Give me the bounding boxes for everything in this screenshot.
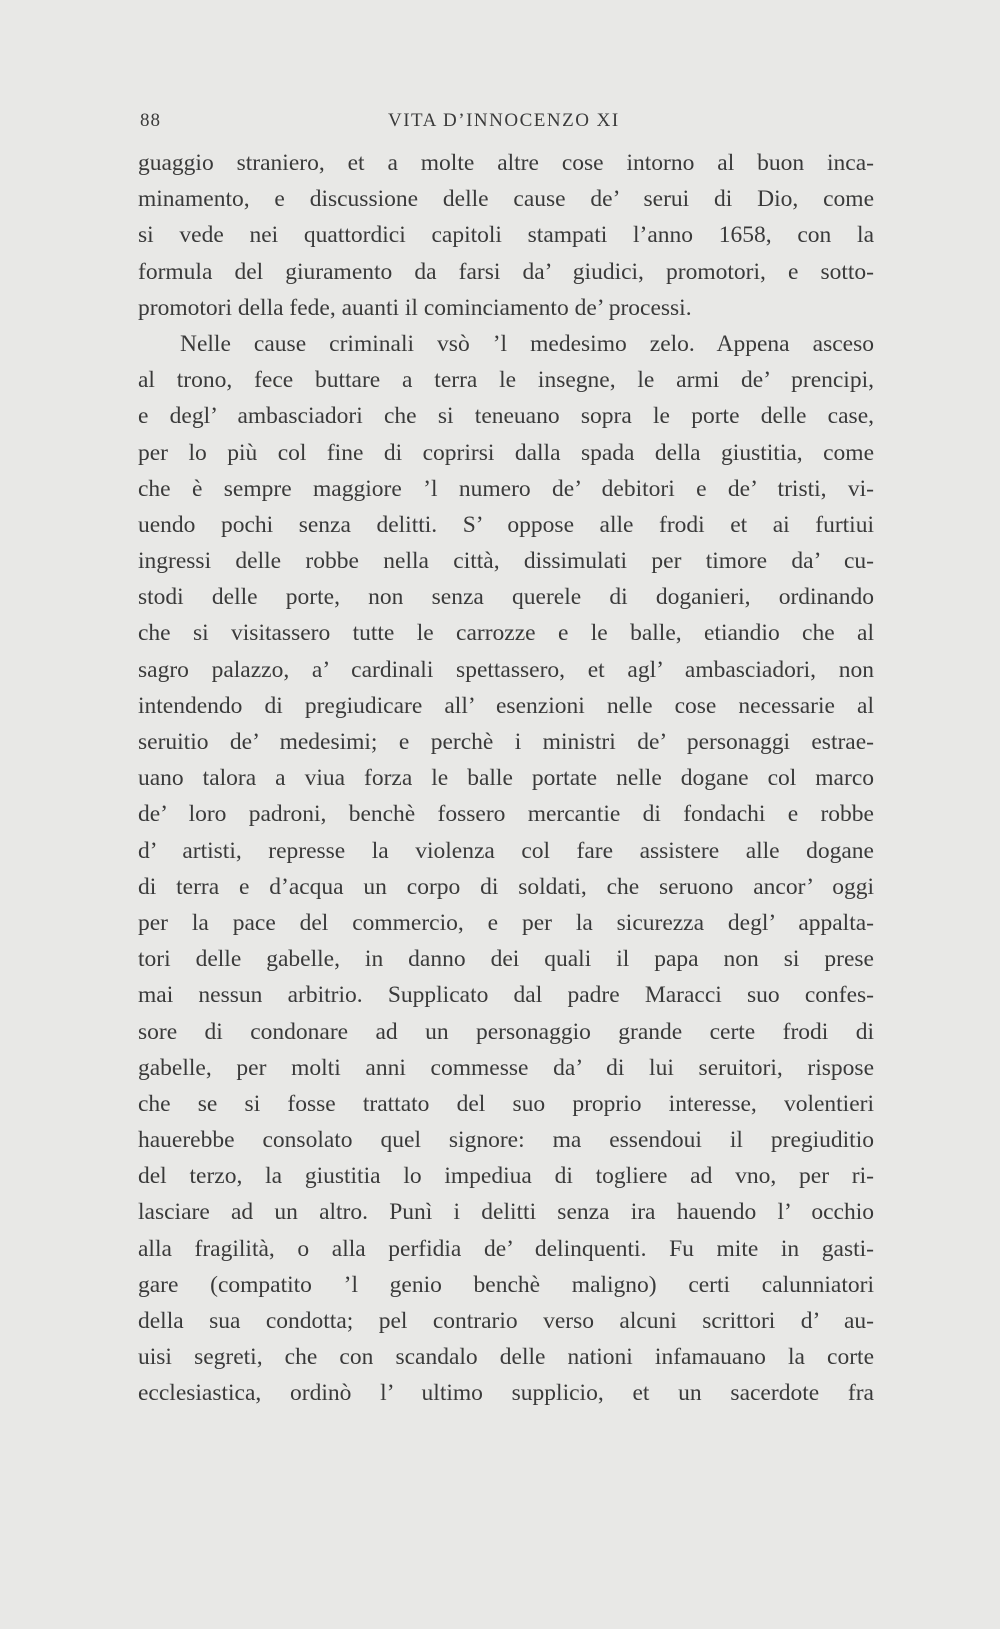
text-line: che si visitassero tutte le carrozze e le balle, etiandio che al xyxy=(138,620,874,647)
text-line: del terzo, la giustitia lo impediua di togliere ad vno, per ri- xyxy=(138,1163,874,1190)
text-line: uisi segreti, che con scandalo delle nationi infamauano la corte xyxy=(138,1344,874,1371)
text-line: si vede nei quattordici capitoli stampati l’anno 1658, con la xyxy=(138,222,874,249)
text-line: promotori della fede, auanti il cominciamento de’ processi. xyxy=(138,294,692,321)
text-line: al trono, fece buttare a terra le insegne, le armi de’ prencipi, xyxy=(138,367,874,394)
text-line: de’ loro padroni, benchè fossero mercantie di fondachi e robbe xyxy=(138,801,874,828)
text-line: sore di condonare ad un personaggio grande certe frodi di xyxy=(138,1018,874,1045)
text-line: ingressi delle robbe nella città, dissimulati per timore da’ cu- xyxy=(138,548,874,575)
text-line: stodi delle porte, non senza querele di doganieri, ordinando xyxy=(138,584,874,611)
text-line: che se si fosse trattato del suo proprio interesse, volentieri xyxy=(138,1090,874,1117)
text-line: d’ artisti, represse la violenza col fare assistere alle dogane xyxy=(138,837,874,864)
text-line: formula del giuramento da farsi da’ giudici, promotori, e sotto- xyxy=(138,258,874,285)
text-line: hauerebbe consolato quel signore: ma essendoui il pregiuditio xyxy=(138,1127,874,1154)
text-line: di terra e d’acqua un corpo di soldati, che seruono ancor’ oggi xyxy=(138,873,874,900)
running-head xyxy=(140,110,880,140)
text-line: uendo pochi senza delitti. S’ oppose alle frodi et ai furtiui xyxy=(138,511,874,538)
page-number: 88 xyxy=(140,110,161,131)
text-line: per lo più col fine di coprirsi dalla spada della giustitia, come xyxy=(138,439,874,466)
text-line: che è sempre maggiore ’l numero de’ debitori e de’ tristi, vi- xyxy=(138,475,874,502)
text-line: Nelle cause criminali vsò ’l medesimo zelo. Appena asceso xyxy=(180,330,874,357)
text-line: mai nessun arbitrio. Supplicato dal padre Maracci suo confes- xyxy=(138,982,874,1009)
text-line: per la pace del commercio, e per la sicurezza degl’ appalta- xyxy=(138,909,874,936)
text-line: lasciare ad un altro. Punì i delitti senza ira hauendo l’ occhio xyxy=(138,1199,874,1226)
text-line: gabelle, per molti anni commesse da’ di lui seruitori, rispose xyxy=(138,1054,874,1081)
running-title: VITA D’INNOCENZO XI xyxy=(388,110,620,131)
body-text xyxy=(138,145,874,1412)
text-line: e degl’ ambasciadori che si teneuano sopra le porte delle case, xyxy=(138,403,874,430)
text-line: sagro palazzo, a’ cardinali spettassero, et agl’ ambasciadori, non xyxy=(138,656,874,683)
text-line: alla fragilità, o alla perfidia de’ delinquenti. Fu mite in gasti- xyxy=(138,1235,874,1262)
text-line: seruitio de’ medesimi; e perchè i ministri de’ personaggi estrae- xyxy=(138,729,874,755)
text-line: guaggio straniero, et a molte altre cose intorno al buon inca- xyxy=(138,150,874,176)
text-line: tori delle gabelle, in danno dei quali il papa non si prese xyxy=(138,946,874,973)
text-line: gare (compatito ’l genio benchè maligno) certi calunniatori xyxy=(138,1271,874,1298)
text-line: intendendo di pregiudicare all’ esenzioni nelle cose necessarie al xyxy=(138,692,874,719)
text-line: ecclesiastica, ordinò l’ ultimo supplicio, et un sacerdote fra xyxy=(138,1380,874,1407)
text-line: minamento, e discussione delle cause de’ serui di Dio, come xyxy=(138,186,874,213)
text-line: uano talora a viua forza le balle portate nelle dogane col marco xyxy=(138,765,874,792)
text-line: della sua condotta; pel contrario verso alcuni scrittori d’ au- xyxy=(138,1308,874,1334)
